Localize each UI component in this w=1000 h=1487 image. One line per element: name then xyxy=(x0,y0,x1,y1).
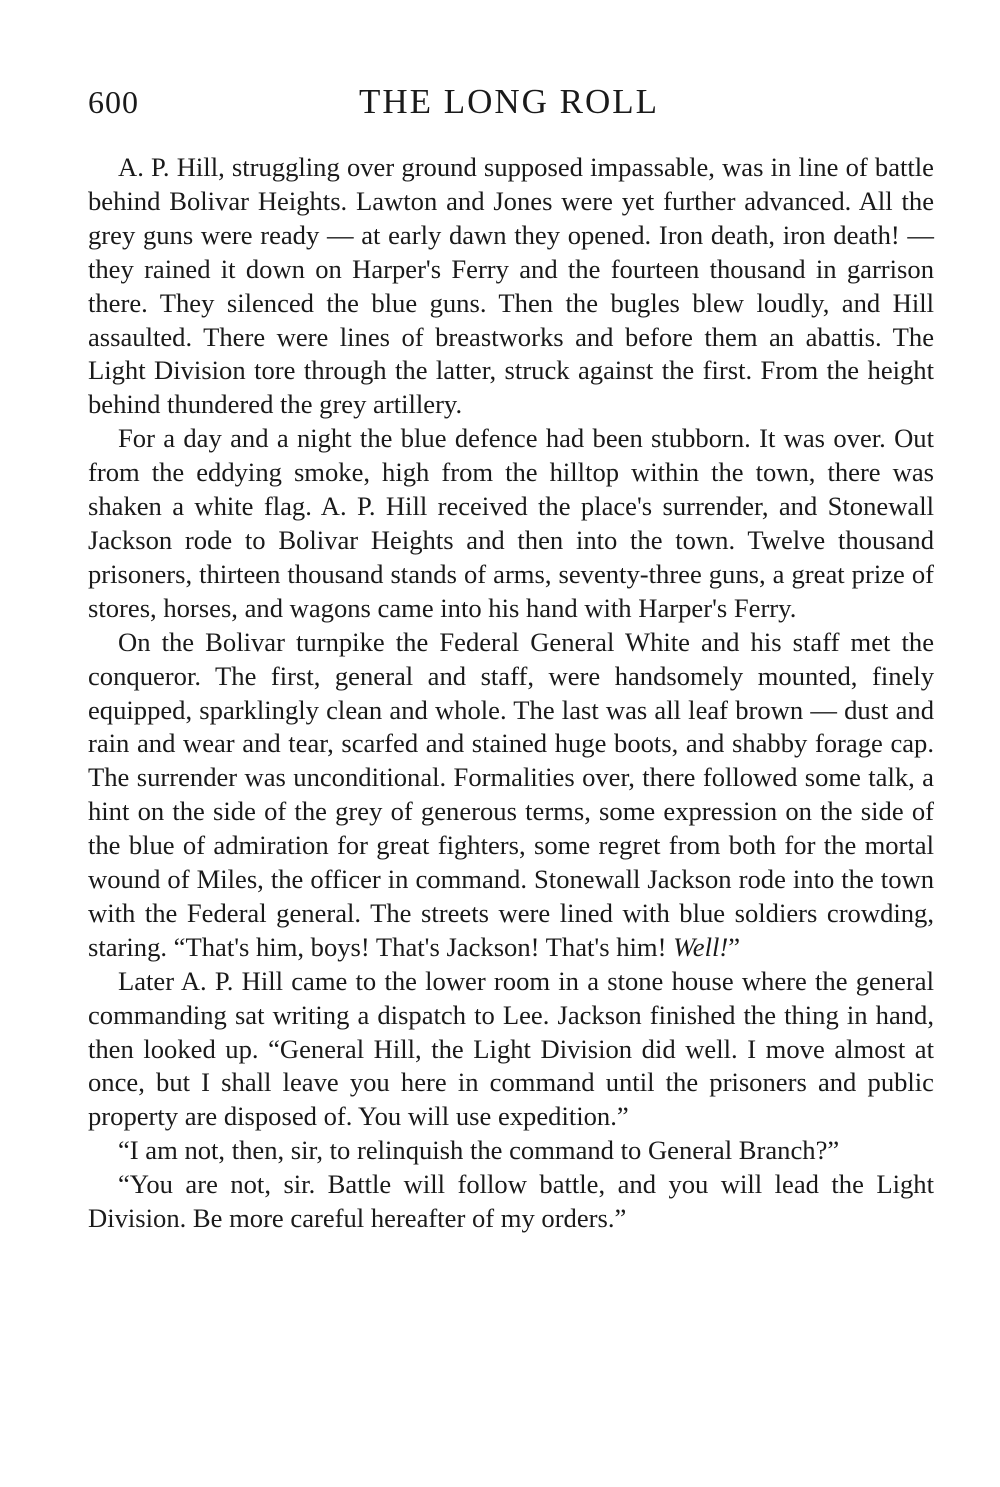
page-header xyxy=(88,78,930,128)
paragraph-3-emphasis: Well! xyxy=(673,931,729,962)
body-text xyxy=(88,151,934,1236)
paragraph-2: For a day and a night the blue defence had been stubborn. It was over. Out from the eddying smoke, high from the hilltop within the town, there was shaken a white flag. A. P. Hill received the place's surrender, and Stonewall Jackson rode to Bolivar Heights and then into the town. Twelve thousand prisoners, thirteen thousand stands of arms, seventy-three guns, a great prize of stores, horses, and wagons came into his hand with Harper's Ferry. xyxy=(88,423,934,623)
paragraph-4: Later A. P. Hill came to the lower room in a stone house where the general commanding sat writing a dispatch to Lee. Jackson finished the thing in hand, then looked up. “General Hill, the Light Division did well. I move almost at once, but I shall leave you here in command until the prisoners and public property are disposed of. You will use expedition.” xyxy=(88,965,934,1132)
paragraph-3-tail: ” xyxy=(728,931,741,962)
page-number: 600 xyxy=(88,84,139,120)
paragraph-6: “You are not, sir. Battle will follow battle, and you will lead the Light Division. Be more careful hereafter of my orders.” xyxy=(88,1169,934,1234)
paragraph-1: A. P. Hill, struggling over ground supposed impassable, was in line of battle behind Bolivar Heights. Lawton and Jones were yet further advanced. All the grey guns were ready — at early dawn they opened. Iron death, iron death! — they rained it down on Harper's Ferry and the fourteen thousand in garrison there. They silenced the blue guns. Then the bugles blew loudly, and Hill assaulted. There were lines of breastworks and before them an abattis. The Light Division tore through the latter, struck against the first. From the height behind thundered the grey artillery. xyxy=(88,152,934,420)
running-title: THE LONG ROLL xyxy=(358,82,660,121)
paragraph-3 xyxy=(88,626,934,965)
paragraph-5: “I am not, then, sir, to relinquish the command to General Branch?” xyxy=(118,1135,840,1166)
paragraph-3-text: On the Bolivar turnpike the Federal General White and his staff met the conqueror. The first, general and staff, were handsomely mounted, finely equipped, sparklingly clean and whole. The last was all leaf brown — dust and rain and wear and tear, scarfed and stained huge boots, and shabby forage cap. The surrender was unconditional. Formalities over, there followed some talk, a hint on the side of the grey of generous terms, some expression on the side of the blue of admiration for great fighters, some regret from both for the mortal wound of Miles, the officer in command. Stonewall Jackson rode into the town with the Federal general. The streets were lined with blue soldiers crowding, staring. “That's him, boys! That's Jackson! That's him! xyxy=(88,626,934,962)
